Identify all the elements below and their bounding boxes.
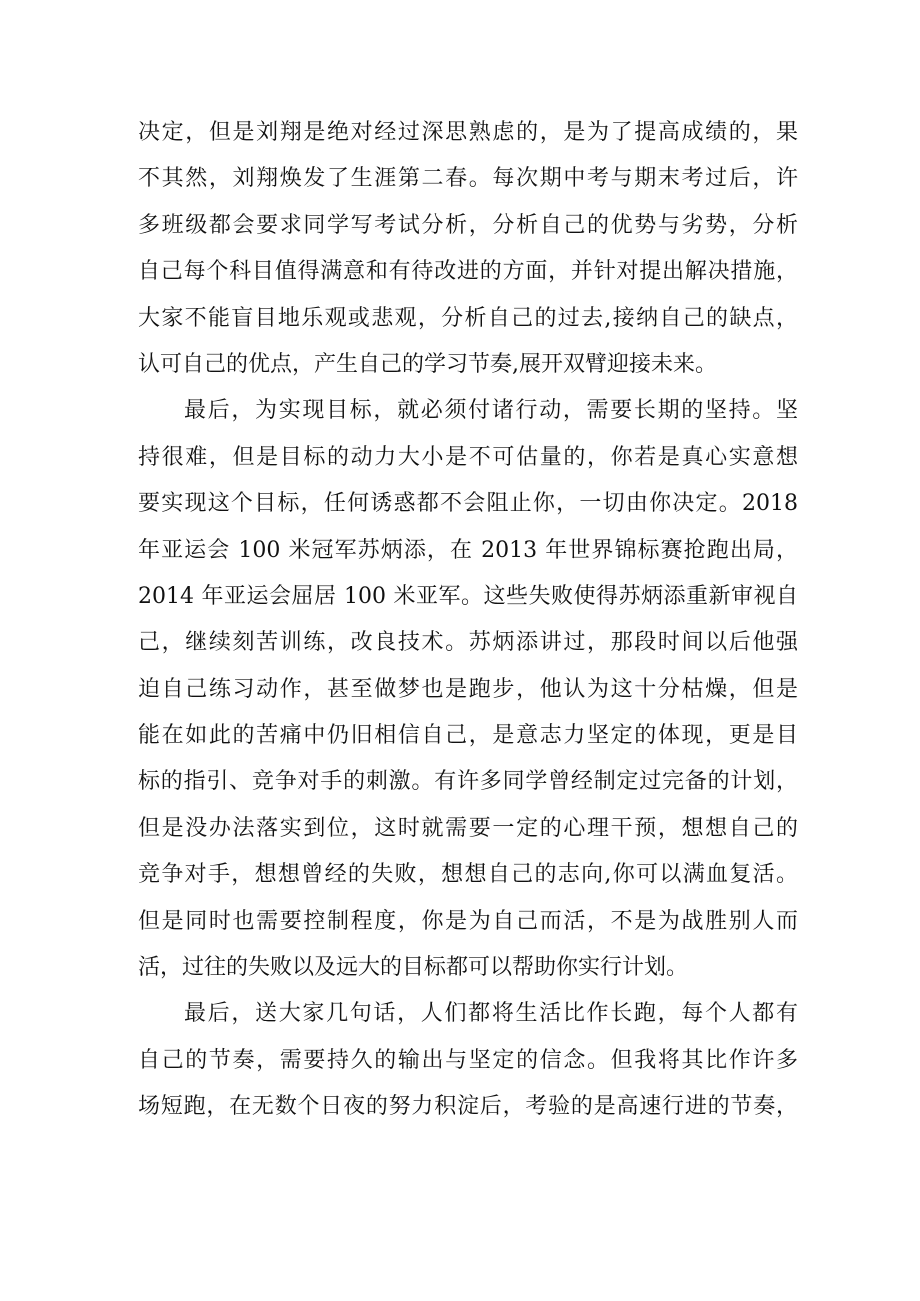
text-line: 己，继续刻苦训练，改良技术。苏炳添讲过，那段时间以后他强: [138, 630, 798, 656]
paragraph-end-line: 活，过往的失败以及远大的目标都可以帮助你实行计划。: [138, 955, 689, 981]
text-line: 能在如此的苦痛中仍旧相信自己，是意志力坚定的体现，更是目: [138, 723, 798, 749]
text-line: 自己的节奏，需要持久的输出与坚定的信念。但我将其比作许多: [138, 1047, 798, 1073]
text-line: 标的指引、竞争对手的刺激。有许多同学曾经制定过完备的计划，: [138, 769, 798, 795]
text-line: 2014 年亚运会屈居 100 米亚军。这些失败使得苏炳添重新审视自: [138, 583, 798, 609]
text-line: 迫自己练习动作，甚至做梦也是跑步，他认为这十分枯燥，但是: [138, 676, 798, 702]
paragraph-first-line: 最后，送大家几句话，人们都将生活比作长跑，每个人都有: [184, 1001, 798, 1027]
text-line: 但是同时也需要控制程度，你是为自己而活，不是为战胜别人而: [138, 908, 798, 934]
text-line: 场短跑，在无数个日夜的努力积淀后，考验的是高速行进的节奏，: [138, 1094, 798, 1120]
text-line: 不其然，刘翔焕发了生涯第二春。每次期中考与期末考过后，许: [138, 166, 798, 192]
paragraph-end-line: 认可自己的优点，产生自己的学习节奏,展开双臂迎接未来。: [138, 351, 717, 377]
body-text: [138, 110, 798, 1131]
text-line: 决定，但是刘翔是绝对经过深思熟虑的，是为了提高成绩的，果: [138, 120, 798, 145]
paragraph-first-line: 最后，为实现目标，就必须付诸行动，需要长期的坚持。坚: [184, 398, 798, 424]
text-line: 但是没办法落实到位，这时就需要一定的心理干预，想想自己的: [138, 815, 798, 841]
text-line: 多班级都会要求同学写考试分析，分析自己的优势与劣势，分析: [138, 212, 798, 238]
text-line: 竞争对手，想想曾经的失败，想想自己的志向,你可以满血复活。: [138, 862, 798, 888]
text-line: 大家不能盲目地乐观或悲观，分析自己的过去,接纳自己的缺点，: [138, 305, 798, 331]
text-line: 持很难，但是目标的动力大小是不可估量的，你若是真心实意想: [138, 444, 798, 470]
text-line: 年亚运会 100 米冠军苏炳添，在 2013 年世界锦标赛抢跑出局，: [138, 537, 798, 563]
text-line: 自己每个科目值得满意和有待改进的方面，并针对提出解决措施，: [138, 259, 798, 285]
text-line: 要实现这个目标，任何诱惑都不会阻止你，一切由你决定。2018: [138, 491, 798, 517]
